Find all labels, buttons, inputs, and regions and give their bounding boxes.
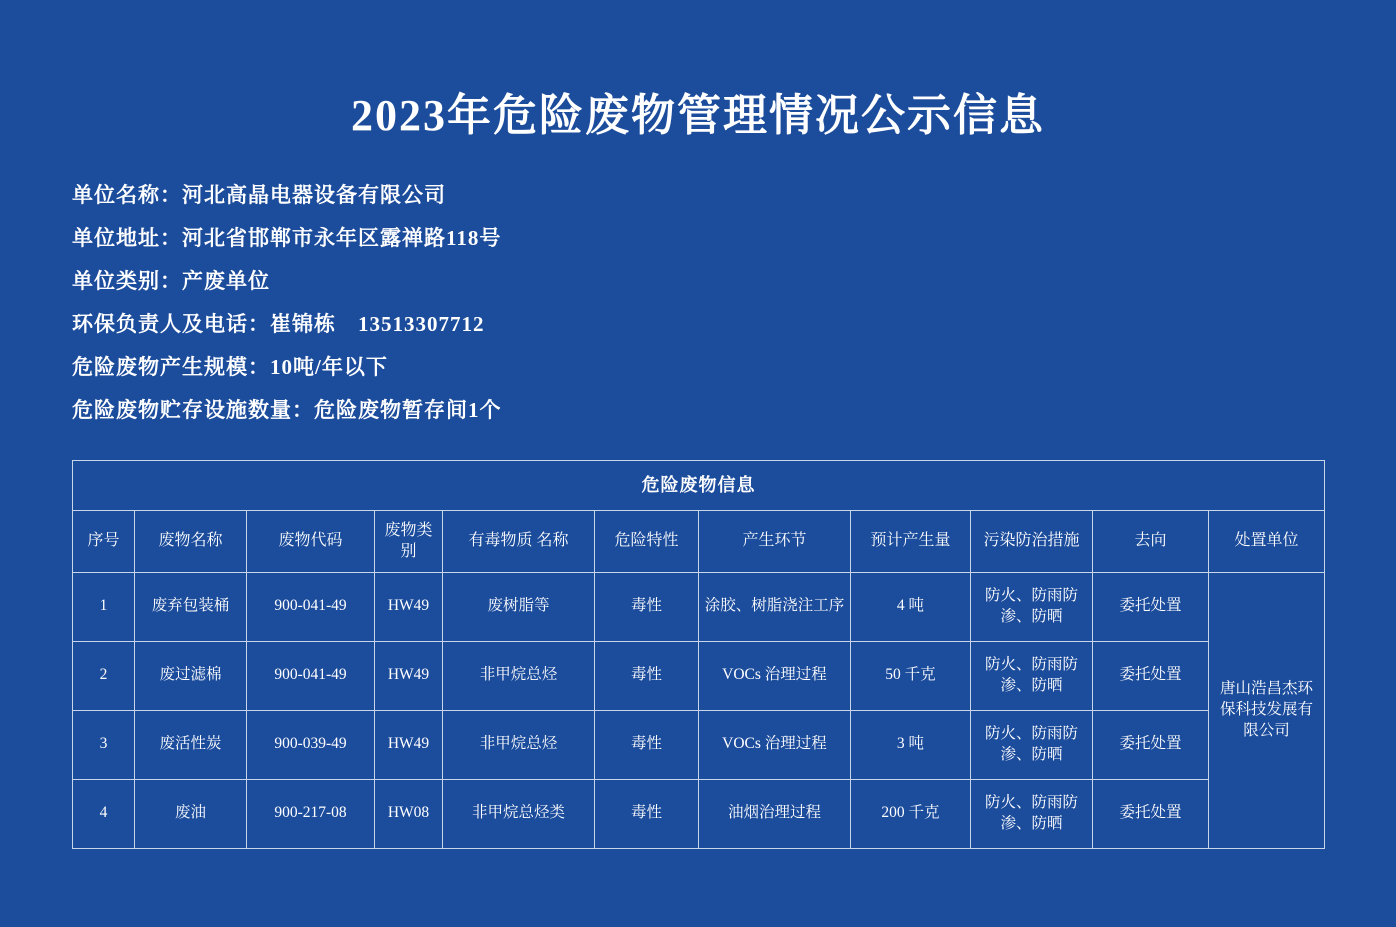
company-info-list (72, 174, 1336, 432)
cell-hazard-property: 毒性 (595, 710, 699, 779)
info-company-category-value: 产废单位 (182, 269, 270, 294)
cell-toxic-substance: 非甲烷总烃 (443, 641, 595, 710)
cell-waste-name: 废过滤棉 (135, 641, 247, 710)
info-storage-facilities (72, 389, 1336, 432)
cell-control-measures: 防火、防雨防渗、防晒 (971, 710, 1093, 779)
cell-waste-code: 900-041-49 (247, 641, 375, 710)
cell-generation-stage: 油烟治理过程 (699, 779, 851, 848)
cell-waste-name: 废油 (135, 779, 247, 848)
column-header-generation-stage: 产生环节 (699, 510, 851, 572)
info-waste-scale-label: 危险废物产生规模： (72, 355, 270, 380)
cell-no: 3 (73, 710, 135, 779)
waste-table-container (72, 460, 1324, 848)
column-header-disposal-unit: 处置单位 (1209, 510, 1325, 572)
cell-destination: 委托处置 (1093, 779, 1209, 848)
info-company-address-label: 单位地址： (72, 226, 182, 251)
cell-no: 1 (73, 572, 135, 641)
column-header-hazard-property: 危险特性 (595, 510, 699, 572)
cell-toxic-substance: 非甲烷总烃类 (443, 779, 595, 848)
cell-generation-stage: VOCs 治理过程 (699, 641, 851, 710)
cell-waste-name: 废活性炭 (135, 710, 247, 779)
table-row (73, 710, 1325, 779)
table-row (73, 779, 1325, 848)
cell-disposal-unit: 唐山浩昌杰环保科技发展有限公司 (1209, 572, 1325, 848)
cell-waste-category: HW49 (375, 572, 443, 641)
cell-waste-category: HW49 (375, 641, 443, 710)
cell-control-measures: 防火、防雨防渗、防晒 (971, 641, 1093, 710)
info-company-name-value: 河北高晶电器设备有限公司 (182, 183, 446, 208)
info-company-category-label: 单位类别： (72, 269, 182, 294)
table-row (73, 641, 1325, 710)
cell-control-measures: 防火、防雨防渗、防晒 (971, 572, 1093, 641)
hazardous-waste-table (72, 460, 1325, 848)
column-header-control-measures: 污染防治措施 (971, 510, 1093, 572)
table-caption-row (73, 461, 1325, 510)
cell-no: 4 (73, 779, 135, 848)
cell-expected-amount: 200 千克 (851, 779, 971, 848)
cell-destination: 委托处置 (1093, 641, 1209, 710)
cell-destination: 委托处置 (1093, 710, 1209, 779)
cell-expected-amount: 4 吨 (851, 572, 971, 641)
cell-no: 2 (73, 641, 135, 710)
cell-generation-stage: VOCs 治理过程 (699, 710, 851, 779)
table-row (73, 572, 1325, 641)
cell-expected-amount: 3 吨 (851, 710, 971, 779)
info-contact-person-value: 崔锦栋 13513307712 (270, 312, 485, 337)
cell-toxic-substance: 废树脂等 (443, 572, 595, 641)
table-header-row (73, 510, 1325, 572)
info-company-address-value: 河北省邯郸市永年区露禅路118号 (182, 226, 502, 251)
column-header-no: 序号 (73, 510, 135, 572)
column-header-waste-name: 废物名称 (135, 510, 247, 572)
column-header-expected-amount: 预计产生量 (851, 510, 971, 572)
cell-waste-category: HW08 (375, 779, 443, 848)
cell-waste-code: 900-039-49 (247, 710, 375, 779)
cell-hazard-property: 毒性 (595, 641, 699, 710)
cell-hazard-property: 毒性 (595, 572, 699, 641)
info-company-category (72, 260, 1336, 303)
info-company-name (72, 174, 1336, 217)
cell-toxic-substance: 非甲烷总烃 (443, 710, 595, 779)
info-contact-person-label: 环保负责人及电话： (72, 312, 270, 337)
cell-expected-amount: 50 千克 (851, 641, 971, 710)
info-contact-person (72, 303, 1336, 346)
cell-control-measures: 防火、防雨防渗、防晒 (971, 779, 1093, 848)
info-company-name-label: 单位名称： (72, 183, 182, 208)
cell-generation-stage: 涂胶、树脂浇注工序 (699, 572, 851, 641)
cell-waste-code: 900-041-49 (247, 572, 375, 641)
cell-destination: 委托处置 (1093, 572, 1209, 641)
page-title: 2023年危险废物管理情况公示信息 (351, 91, 1045, 140)
info-waste-scale (72, 346, 1336, 389)
cell-waste-name: 废弃包装桶 (135, 572, 247, 641)
cell-hazard-property: 毒性 (595, 779, 699, 848)
info-waste-scale-value: 10吨/年以下 (270, 355, 388, 380)
column-header-destination: 去向 (1093, 510, 1209, 572)
info-company-address (72, 217, 1336, 260)
column-header-toxic-substance: 有毒物质 名称 (443, 510, 595, 572)
cell-waste-category: HW49 (375, 710, 443, 779)
column-header-waste-category: 废物类别 (375, 510, 443, 572)
info-storage-facilities-label: 危险废物贮存设施数量： (72, 398, 314, 423)
info-storage-facilities-value: 危险废物暂存间1个 (314, 398, 502, 423)
cell-waste-code: 900-217-08 (247, 779, 375, 848)
table-caption: 危险废物信息 (73, 461, 1325, 510)
column-header-waste-code: 废物代码 (247, 510, 375, 572)
